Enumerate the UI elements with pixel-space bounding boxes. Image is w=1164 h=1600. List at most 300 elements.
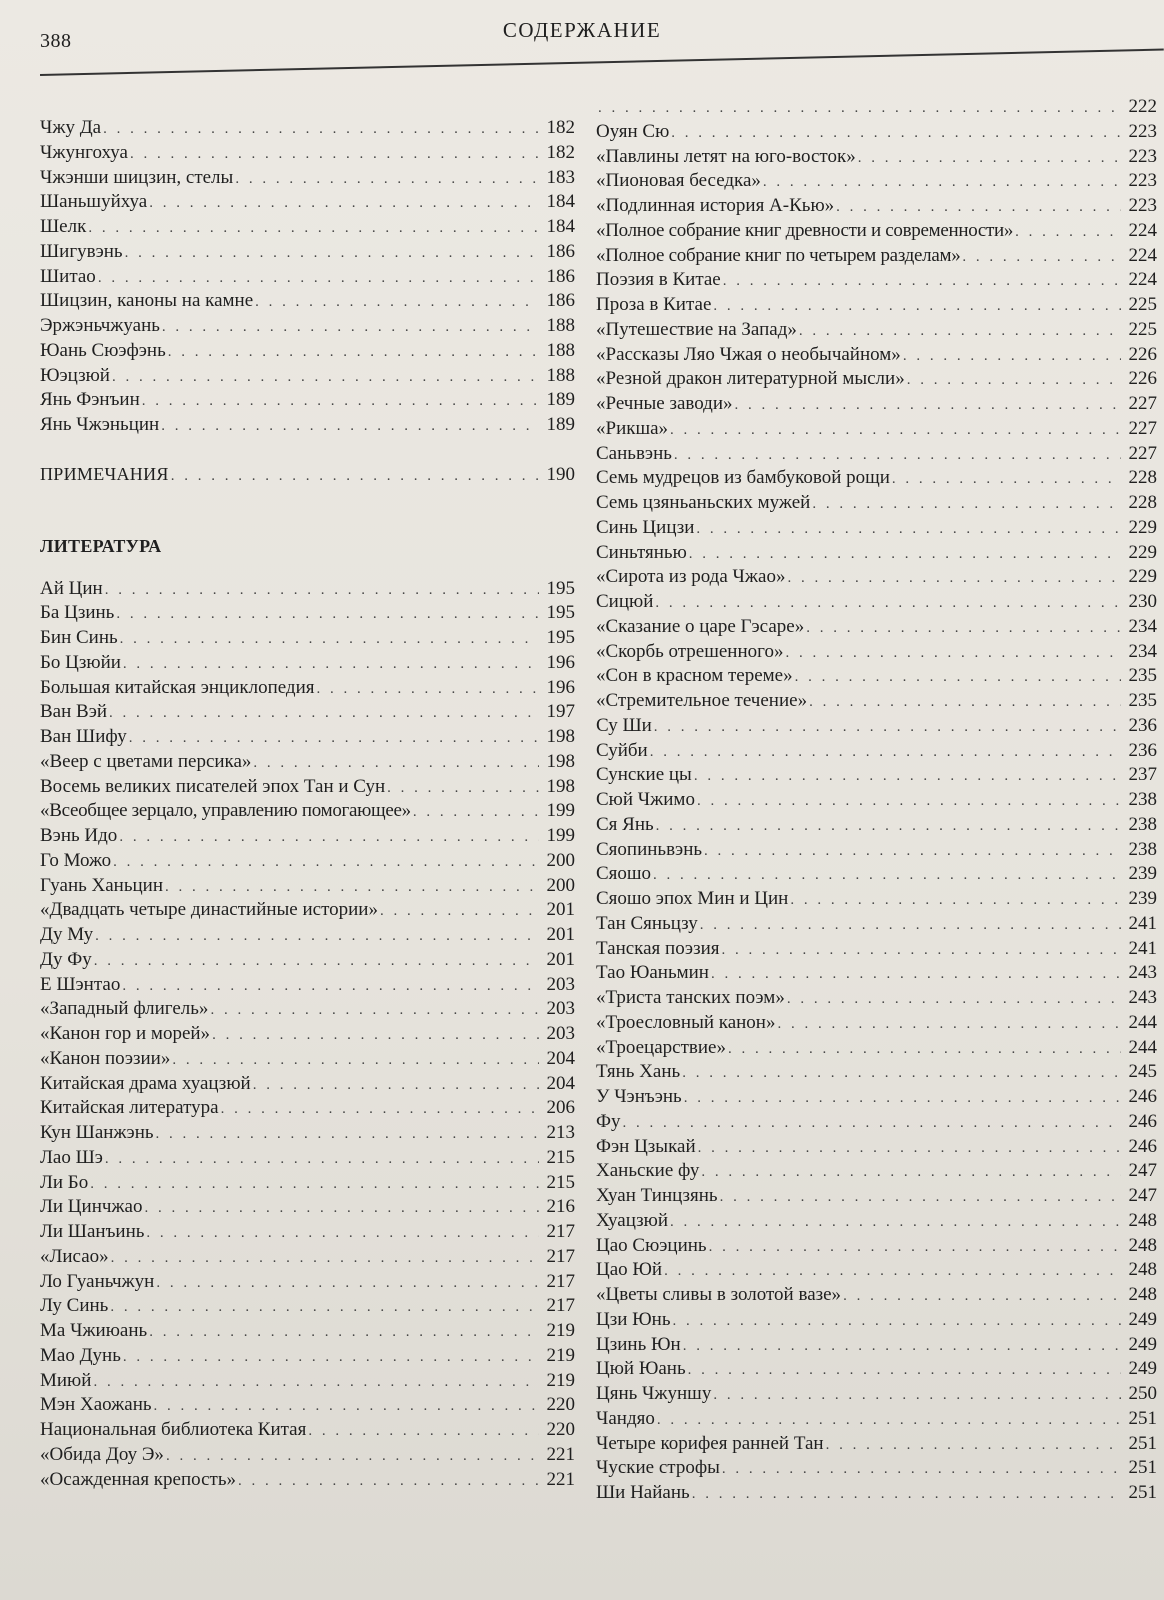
toc-entry-title: Чандяо: [596, 1407, 655, 1429]
toc-entry-title: Ся Янь: [596, 813, 654, 835]
toc-entry: [40, 215, 575, 240]
toc-leader-dots: [238, 1469, 539, 1494]
toc-leader-dots: [653, 863, 1121, 888]
toc-entry-title: Ван Вэй: [40, 701, 108, 723]
toc-entry-title: Национальная библиотека Китая: [40, 1419, 307, 1440]
toc-entry-page: 200: [546, 849, 575, 871]
toc-entry: [596, 95, 1157, 120]
toc-entry-title: «Троецарствие»: [596, 1036, 726, 1058]
toc-entry-page: 251: [1128, 1482, 1157, 1503]
toc-entry-page: 215: [546, 1146, 575, 1168]
toc-entry-title: «Рикша»: [596, 417, 669, 439]
toc-entry: [596, 491, 1157, 516]
toc-leader-dots: [109, 701, 539, 726]
toc-entry-page: 227: [1128, 417, 1157, 439]
toc-entry: [40, 413, 575, 438]
toc-entry: [596, 739, 1157, 764]
toc-leader-dots: [688, 1358, 1121, 1383]
toc-entry-page: 186: [546, 265, 575, 287]
toc-entry-page: 249: [1128, 1333, 1157, 1355]
toc-entry: [596, 244, 1157, 269]
toc-entry-title: Фэн Цзыкай: [596, 1135, 696, 1157]
toc-entry-title: Ба Цзинь: [40, 602, 115, 624]
toc-entry-title: Бо Цзюйи: [40, 651, 121, 673]
toc-leader-dots: [700, 913, 1121, 938]
toc-entry: [40, 577, 575, 602]
toc-entry-page: 224: [1128, 244, 1157, 266]
toc-entry: [40, 1047, 575, 1072]
toc-entry: [40, 1171, 575, 1196]
toc-entry: [596, 541, 1157, 566]
toc-entry: [596, 1234, 1157, 1259]
toc-leader-dots: [907, 368, 1121, 393]
toc-leader-dots: [94, 949, 539, 974]
left-column: [40, 116, 575, 1492]
toc-leader-dots: [113, 850, 539, 875]
toc-entry: [40, 799, 575, 824]
toc-leader-dots: [723, 269, 1121, 294]
toc-leader-dots: [95, 924, 539, 949]
toc-leader-dots: [112, 365, 539, 390]
toc-entry-title: Танская поэзия: [596, 937, 720, 959]
toc-entry: [40, 166, 575, 191]
toc-entry: [596, 1382, 1157, 1407]
toc-leader-dots: [664, 1259, 1121, 1284]
toc-entry: [596, 1481, 1157, 1506]
toc-entry-title: Цао Юй: [596, 1259, 663, 1281]
toc-leader-dots: [88, 216, 539, 241]
toc-leader-dots: [168, 340, 539, 365]
toc-entry-title: Чжэнши шицзин, стелы: [40, 166, 234, 188]
toc-leader-dots: [380, 899, 539, 924]
toc-leader-dots: [598, 96, 1121, 121]
toc-entry-page: 241: [1128, 937, 1157, 959]
toc-entry: [40, 116, 575, 141]
toc-entry: [40, 388, 575, 413]
toc-entry-title: Бин Синь: [40, 627, 118, 648]
toc-leader-dots: [162, 315, 539, 340]
toc-entry-title: «Обида Доу Э»: [40, 1443, 164, 1465]
toc-entry: [596, 1060, 1157, 1085]
toc-entry-page: 198: [546, 775, 575, 797]
toc-leader-dots: [682, 1061, 1121, 1086]
toc-leader-dots: [806, 616, 1121, 641]
toc-entry-title: Ван Шифу: [40, 726, 127, 747]
toc-entry-page: 188: [546, 339, 575, 361]
toc-entry: [596, 590, 1157, 615]
toc-entry-title: Янь Фэнъин: [40, 389, 140, 411]
toc-entry-title: Четыре корифея ранней Тан: [596, 1432, 824, 1454]
toc-entry-title: Саньвэнь: [596, 442, 672, 464]
toc-entry-page: 196: [546, 651, 575, 673]
toc-leader-dots: [689, 542, 1121, 567]
toc-entry: [596, 145, 1157, 170]
toc-entry-title: Сяошо эпох Мин и Цин: [596, 888, 789, 909]
toc-leader-dots: [110, 1295, 539, 1320]
toc-entry: [40, 997, 575, 1022]
toc-leader-dots: [657, 1408, 1121, 1433]
toc-entry-page: 230: [1128, 591, 1157, 612]
toc-entry-page: 186: [546, 290, 575, 312]
toc-entry-page: 234: [1128, 615, 1157, 637]
toc-entry-page: 201: [546, 899, 575, 921]
toc-entry-page: 251: [1128, 1432, 1157, 1454]
toc-entry-title: Чжу Да: [40, 117, 102, 138]
toc-entry-title: Цюй Юань: [596, 1358, 686, 1380]
toc-entry-page: 235: [1128, 690, 1157, 711]
toc-entry-page: 243: [1128, 987, 1157, 1008]
toc-entry: [596, 1085, 1157, 1110]
toc-entry-title: Цзи Юнь: [596, 1308, 671, 1330]
toc-leader-dots: [146, 1221, 539, 1246]
toc-entry: [40, 948, 575, 973]
right-column: [596, 95, 1157, 1506]
toc-entry: [40, 676, 575, 701]
toc-entry-title: «Павлины летят на юго-восток»: [596, 145, 856, 167]
toc-entry-page: 228: [1128, 492, 1157, 513]
toc-entry-title: Сюй Чжимо: [596, 789, 695, 810]
toc-leader-dots: [711, 962, 1121, 987]
toc-entry-title: Фу: [596, 1110, 621, 1132]
left-literature-entries: [40, 577, 575, 1493]
toc-entry-title: Ду Фу: [40, 948, 92, 970]
toc-leader-dots: [843, 1284, 1121, 1309]
toc-leader-dots: [154, 1394, 539, 1419]
toc-entry-page: 216: [546, 1196, 575, 1218]
toc-entry-title: Шицзин, каноны на камне: [40, 290, 254, 312]
toc-entry-page: 200: [546, 874, 575, 896]
toc-entry: [596, 1184, 1157, 1209]
toc-entry-title: Юэцзюй: [40, 364, 110, 386]
toc-leader-dots: [172, 1048, 539, 1073]
spacer: [40, 487, 575, 531]
toc-entry-title: Проза в Китае: [596, 294, 712, 315]
toc-entry: [40, 700, 575, 725]
toc-entry-title: «Сказание о царе Гэсаре»: [596, 615, 805, 637]
spacer: [40, 438, 575, 462]
toc-entry-title: «Полное собрание книг по четырем разделам»: [596, 244, 961, 266]
toc-entry: [596, 516, 1157, 541]
toc-leader-dots: [696, 517, 1121, 542]
toc-entry-page: 247: [1128, 1185, 1157, 1206]
toc-entry-page: 195: [546, 577, 575, 599]
toc-entry: [596, 1357, 1157, 1382]
toc-entry: [40, 1344, 575, 1369]
toc-entry-title: «Двадцать четыре династийные истории»: [40, 899, 378, 921]
toc-leader-dots: [728, 1037, 1121, 1062]
toc-entry-title: Шаньшуйхуа: [40, 191, 148, 213]
toc-leader-dots: [623, 1111, 1121, 1136]
toc-entry-page: 215: [546, 1171, 575, 1193]
toc-entry: [40, 1418, 575, 1443]
toc-entry-page: 184: [546, 216, 575, 237]
toc-entry-title: Сунские цы: [596, 764, 692, 786]
toc-entry-title: Ли Бо: [40, 1171, 89, 1193]
toc-entry-page: 219: [546, 1369, 575, 1391]
toc-entry-page: 197: [546, 701, 575, 723]
toc-entry-title: Китайская драма хуацзюй: [40, 1072, 251, 1094]
toc-entry-title: «Полное собрание книг древности и современности»: [596, 219, 1014, 241]
toc-entry: [40, 240, 575, 265]
toc-leader-dots: [892, 467, 1121, 492]
toc-entry-page: 226: [1128, 368, 1157, 390]
toc-entry-title: Гуань Ханьцин: [40, 874, 164, 896]
toc-entry-title: «Подлинная история А-Кью»: [596, 195, 835, 216]
toc-entry: [596, 912, 1157, 937]
toc-leader-dots: [413, 800, 539, 825]
toc-entry: [596, 367, 1157, 392]
toc-entry-title: Ли Цинчжао: [40, 1196, 143, 1218]
page-number: 388: [40, 30, 72, 52]
toc-entry: [596, 1456, 1157, 1481]
toc-entry-page: 203: [546, 998, 575, 1020]
toc-entry: [596, 862, 1157, 887]
toc-entry-page: 206: [546, 1097, 575, 1119]
toc-entry: [40, 601, 575, 626]
toc-entry: [40, 775, 575, 800]
toc-entry-title: «Стремительное течение»: [596, 690, 808, 711]
toc-entry: [596, 1432, 1157, 1457]
toc-entry-title: Юань Сюэфэнь: [40, 339, 166, 361]
toc-leader-dots: [120, 627, 539, 652]
toc-entry-title: Лу Синь: [40, 1295, 109, 1317]
toc-entry-title: Сяопиньвэнь: [596, 838, 703, 860]
toc-leader-dots: [684, 1086, 1121, 1111]
toc-leader-dots: [253, 1073, 539, 1098]
toc-entry-page: 220: [546, 1419, 575, 1440]
toc-leader-dots: [826, 1433, 1121, 1458]
toc-entry-title: Мэн Хаожань: [40, 1394, 152, 1416]
toc-entry: [40, 314, 575, 339]
toc-entry-page: 199: [546, 800, 575, 822]
toc-leader-dots: [735, 393, 1121, 418]
toc-leader-dots: [785, 641, 1121, 666]
toc-entry-title: Ду Му: [40, 924, 94, 945]
toc-leader-dots: [103, 117, 539, 142]
toc-leader-dots: [130, 142, 539, 167]
toc-entry-title: Ханьские фу: [596, 1160, 700, 1182]
toc-leader-dots: [694, 764, 1121, 789]
toc-entry-page: 223: [1128, 170, 1157, 192]
toc-entry-page: 195: [546, 627, 575, 648]
toc-leader-dots: [171, 464, 539, 489]
toc-entry: [40, 1195, 575, 1220]
toc-leader-dots: [1015, 220, 1121, 245]
toc-entry-title: «Западный флигель»: [40, 998, 209, 1020]
toc-entry: [40, 1121, 575, 1146]
toc-leader-dots: [116, 602, 539, 627]
toc-entry-title: Ли Шанъинь: [40, 1221, 145, 1242]
toc-leader-dots: [123, 1345, 539, 1370]
toc-entry: [596, 1036, 1157, 1061]
toc-entry: [596, 763, 1157, 788]
toc-entry: [40, 289, 575, 314]
toc-leader-dots: [671, 121, 1121, 146]
toc-leader-dots: [221, 1097, 539, 1122]
toc-entry: [596, 442, 1157, 467]
toc-entry: [40, 1319, 575, 1344]
toc-entry-page: 198: [546, 726, 575, 747]
toc-entry-page: 246: [1128, 1086, 1157, 1107]
toc-entry-page: 213: [546, 1122, 575, 1143]
toc-entry: [596, 392, 1157, 417]
toc-entry: [596, 343, 1157, 368]
toc-entry: [40, 1468, 575, 1493]
toc-entry-page: 236: [1128, 739, 1157, 761]
toc-entry: [40, 190, 575, 215]
toc-entry-title: У Чэнъэнь: [596, 1086, 682, 1107]
toc-entry-page: 248: [1128, 1259, 1157, 1281]
toc-entry-page: 227: [1128, 393, 1157, 414]
toc-leader-dots: [156, 1122, 539, 1147]
toc-entry-notes: [40, 462, 575, 487]
toc-entry-page: 217: [546, 1245, 575, 1267]
toc-entry-page: 225: [1128, 294, 1157, 315]
toc-entry-title: Лао Шэ: [40, 1146, 103, 1168]
toc-entry-page: 239: [1128, 888, 1157, 909]
toc-leader-dots: [156, 1271, 539, 1296]
toc-entry: [40, 1096, 575, 1121]
toc-entry: [596, 169, 1157, 194]
toc-entry: [40, 141, 575, 166]
toc-leader-dots: [858, 146, 1121, 171]
running-head: СОДЕРЖАНИЕ: [502, 18, 662, 42]
toc-entry-page: 245: [1128, 1061, 1157, 1083]
toc-entry: [596, 466, 1157, 491]
toc-entry-page: 224: [1128, 219, 1157, 241]
toc-leader-dots: [161, 414, 539, 439]
toc-leader-dots: [98, 266, 539, 291]
toc-entry-title: Синьтянью: [596, 541, 687, 563]
toc-entry: [596, 1258, 1157, 1283]
toc-entry: [596, 788, 1157, 813]
toc-entry: [40, 1270, 575, 1295]
toc-entry-page: 238: [1128, 838, 1157, 860]
toc-entry-title: Китайская литература: [40, 1097, 219, 1119]
toc-entry: [596, 268, 1157, 293]
toc-entry-title: Чжунгохуа: [40, 141, 128, 163]
toc-leader-dots: [704, 839, 1121, 864]
toc-leader-dots: [763, 170, 1121, 195]
toc-entry-page: 201: [546, 948, 575, 970]
toc-entry-title: «Троесловный канон»: [596, 1011, 776, 1033]
toc-entry-page: 203: [546, 973, 575, 995]
toc-entry-title: Янь Чжэньцин: [40, 414, 160, 435]
toc-entry-page: 220: [546, 1394, 575, 1416]
toc-entry-title: Цянь Чжуншу: [596, 1383, 712, 1404]
toc-leader-dots: [720, 1185, 1121, 1210]
toc-leader-dots: [166, 1444, 539, 1469]
toc-entry-page: 222: [1128, 96, 1157, 117]
toc-entry-page: 223: [1128, 195, 1157, 216]
toc-leader-dots: [655, 591, 1121, 616]
toc-leader-dots: [790, 888, 1121, 913]
toc-entry: [596, 664, 1157, 689]
toc-entry-page: 229: [1128, 516, 1157, 538]
toc-entry: [596, 1110, 1157, 1135]
toc-entry-page: 250: [1128, 1383, 1157, 1404]
toc-leader-dots: [713, 294, 1121, 319]
toc-entry: [596, 615, 1157, 640]
toc-entry-page: 247: [1128, 1160, 1157, 1182]
toc-entry-page: 224: [1128, 269, 1157, 291]
toc-entry-page: 189: [546, 414, 575, 435]
toc-entry-page: 238: [1128, 813, 1157, 835]
toc-entry: [40, 651, 575, 676]
toc-leader-dots: [697, 789, 1121, 814]
toc-entry-title: Синь Цицзи: [596, 516, 695, 538]
toc-entry-page: 244: [1128, 1011, 1157, 1033]
toc-entry-page: 229: [1128, 541, 1157, 563]
toc-entry-page: 221: [546, 1443, 575, 1465]
toc-entry-title: «Лисао»: [40, 1245, 109, 1267]
toc-entry-page: 238: [1128, 789, 1157, 810]
toc-entry-page: 196: [546, 676, 575, 698]
toc-entry-page: 228: [1128, 467, 1157, 489]
toc-leader-dots: [670, 1210, 1121, 1235]
toc-entry-title: «Скорбь отрешенного»: [596, 640, 784, 662]
toc-entry: [40, 973, 575, 998]
toc-entry: [40, 725, 575, 750]
toc-entry-page: 186: [546, 240, 575, 262]
toc-entry-page: 219: [546, 1320, 575, 1341]
toc-entry-page: 199: [546, 825, 575, 846]
toc-entry-title: Е Шэнтао: [40, 973, 121, 995]
toc-entry-title: Ай Цин: [40, 577, 103, 599]
toc-leader-dots: [111, 1246, 539, 1271]
toc-entry-page: 249: [1128, 1358, 1157, 1380]
toc-leader-dots: [253, 751, 539, 776]
toc-leader-dots: [836, 195, 1121, 220]
toc-entry: [40, 339, 575, 364]
toc-entry: [596, 417, 1157, 442]
toc-entry-page: 221: [546, 1468, 575, 1490]
toc-leader-dots: [129, 726, 539, 751]
toc-leader-dots: [713, 1383, 1121, 1408]
toc-entry: [40, 1146, 575, 1171]
toc-leader-dots: [709, 1235, 1121, 1260]
toc-entry-title: «Речные заводи»: [596, 393, 733, 414]
toc-entry-title: «Сирота из рода Чжао»: [596, 566, 786, 588]
toc-entry: [40, 265, 575, 290]
toc-entry-title: Кун Шанжэнь: [40, 1122, 154, 1143]
toc-entry-title: «Пионовая беседка»: [596, 170, 761, 192]
toc-entry: [40, 1245, 575, 1270]
toc-entry-page: 239: [1128, 863, 1157, 885]
toc-entry: [596, 219, 1157, 244]
toc-entry-page: 226: [1128, 343, 1157, 365]
toc-leader-dots: [795, 665, 1121, 690]
toc-entry: [40, 898, 575, 923]
toc-entry: [596, 714, 1157, 739]
toc-entry: [596, 961, 1157, 986]
toc-leader-dots: [698, 1136, 1121, 1161]
toc-entry: [40, 626, 575, 651]
toc-leader-dots: [812, 492, 1121, 517]
header-rule: [40, 48, 1164, 76]
toc-leader-dots: [235, 167, 539, 192]
toc-entry-page: 184: [546, 191, 575, 213]
toc-entry-page: 204: [546, 1072, 575, 1094]
toc-entry: [40, 849, 575, 874]
toc-entry: [40, 750, 575, 775]
toc-entry-page: 203: [546, 1023, 575, 1044]
toc-entry-page: 217: [546, 1295, 575, 1317]
toc-entry-page: 246: [1128, 1135, 1157, 1157]
toc-entry: [596, 1011, 1157, 1036]
toc-entry-title: Цао Сюэцинь: [596, 1234, 707, 1256]
toc-entry-page: 190: [546, 463, 575, 485]
